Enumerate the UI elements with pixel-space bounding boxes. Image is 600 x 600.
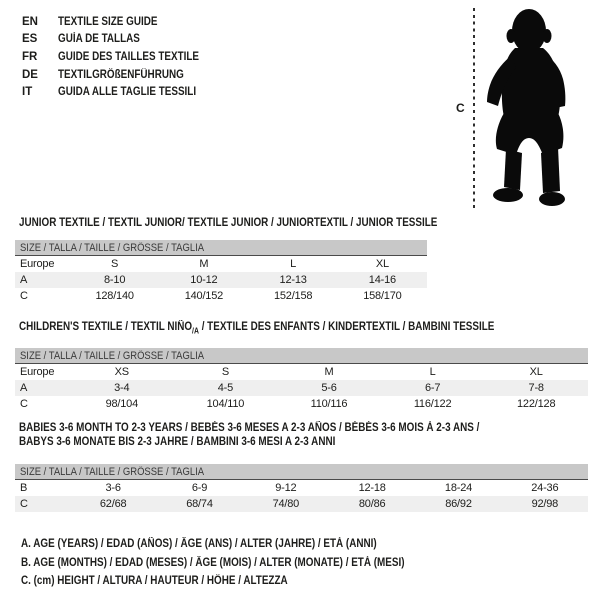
language-title: GUÍA DE TALLAS: [58, 33, 140, 46]
children-title-prefix: CHILDREN'S TEXTILE / TEXTIL NIÑO: [19, 321, 193, 333]
size-header-bar: [15, 348, 588, 364]
legend-line-c: [21, 572, 467, 590]
table-cell: XL: [529, 366, 543, 378]
size-header-label: SIZE / TALLA / TAILLE / GRÖSSE / TAGLIA: [20, 465, 205, 478]
table-cell: 7-8: [528, 382, 544, 394]
size-header-bar: [15, 240, 427, 256]
table-cell: 8-10: [104, 274, 126, 286]
table-cell: 18-24: [444, 482, 473, 494]
legend: [21, 535, 467, 590]
language-code: ES: [22, 33, 38, 46]
babies-title-line1: BABIES 3-6 MONTH TO 2-3 YEARS / BEBÉS 3-6 MESES A 2-3 AÑOS / BÉBÉS 3-6 MOIS À 2-3 ANS /: [19, 422, 480, 434]
language-row: [22, 13, 222, 31]
table-cell: 152/158: [273, 290, 313, 302]
table-cell: 122/128: [517, 398, 556, 410]
babies-table: [15, 464, 588, 512]
language-row: [22, 66, 222, 84]
babies-table-title: [19, 422, 554, 449]
height-dotted-line: [473, 8, 475, 208]
legend-text: C. (cm) HEIGHT / ALTURA / HAUTEUR / HÖHE / ALTEZZA: [21, 574, 288, 587]
language-row: [22, 48, 222, 66]
language-code: FR: [22, 50, 38, 63]
junior-table-title: JUNIOR TEXTILE / TEXTIL JUNIOR/ TEXTILE JUNIOR / JUNIORTEXTIL / JUNIOR TESSILE: [19, 217, 438, 229]
table-cell: M: [199, 258, 209, 270]
table-row: [15, 364, 588, 380]
table-cell: XL: [375, 258, 389, 270]
height-measure-label: C: [456, 101, 465, 115]
row-label: C: [20, 398, 28, 410]
legend-line-b: [21, 553, 467, 571]
table-cell: 5-6: [321, 382, 337, 394]
legend-text: A. AGE (YEARS) / EDAD (AÑOS) / ÂGE (ANS) / ALTER (JAHRE) / ETÀ (ANNI): [21, 538, 377, 551]
table-cell: S: [221, 366, 229, 378]
table-cell: XS: [114, 366, 129, 378]
table-cell: L: [429, 366, 436, 378]
table-cell: 74/80: [272, 498, 300, 510]
row-label: C: [20, 498, 28, 510]
language-title: GUIDE DES TAILLES TEXTILE: [58, 50, 200, 63]
table-row: [15, 480, 588, 496]
table-cell: 3-6: [105, 482, 121, 494]
table-cell: 3-4: [114, 382, 130, 394]
row-label: Europe: [20, 366, 55, 378]
table-cell: 14-16: [368, 274, 396, 286]
language-row: [22, 31, 222, 49]
table-row: [15, 380, 588, 396]
table-cell: 158/170: [363, 290, 402, 302]
language-code: IT: [22, 86, 33, 99]
table-cell: 68/74: [186, 498, 213, 510]
table-row: [15, 256, 427, 272]
language-title: GUIDA ALLE TAGLIE TESSILI: [58, 86, 197, 99]
table-cell: 128/140: [95, 290, 134, 302]
size-header-bar: [15, 464, 588, 480]
children-table: [15, 348, 588, 412]
size-header-label: SIZE / TALLA / TAILLE / GRÖSSE / TAGLIA: [20, 349, 205, 362]
table-cell: 12-18: [358, 482, 386, 494]
table-cell: 62/68: [99, 498, 127, 510]
row-label: Europe: [20, 258, 55, 270]
table-cell: 104/110: [206, 398, 245, 410]
table-cell: L: [290, 258, 297, 270]
table-cell: 110/116: [310, 398, 348, 410]
row-label: A: [20, 274, 28, 286]
table-cell: 86/92: [445, 498, 472, 510]
language-list: [22, 13, 222, 101]
table-cell: 80/86: [358, 498, 386, 510]
table-cell: 4-5: [217, 382, 234, 394]
table-cell: 6-7: [424, 382, 441, 394]
legend-text: B. AGE (MONTHS) / EDAD (MESES) / ÂGE (MOIS) / ALTER (MONATE) / ETÀ (MESI): [21, 556, 405, 569]
language-title: TEXTILE SIZE GUIDE: [58, 15, 158, 28]
language-code: EN: [22, 15, 38, 28]
table-cell: 24-36: [531, 482, 559, 494]
table-cell: 10-12: [190, 274, 218, 286]
table-cell: 9-12: [275, 482, 297, 494]
children-title-suffix: / TEXTILE DES ENFANTS / KINDERTEXTIL / BAMBINI TESSILE: [198, 321, 495, 333]
children-table-title: [19, 321, 494, 338]
table-cell: S: [111, 258, 119, 270]
table-row: [15, 396, 588, 412]
baby-silhouette-icon: [482, 6, 582, 211]
table-cell: 140/152: [184, 290, 224, 302]
table-cell: M: [324, 366, 334, 378]
table-cell: 98/104: [105, 398, 139, 410]
table-row: [15, 496, 588, 512]
table-cell: 92/98: [531, 498, 559, 510]
row-label: C: [20, 290, 28, 302]
junior-table: [15, 240, 427, 304]
table-cell: 6-9: [191, 482, 208, 494]
language-code: DE: [22, 68, 38, 81]
language-title: TEXTILGRÖßENFÜHRUNG: [58, 68, 184, 81]
babies-title-line2: BABYS 3-6 MONATE BIS 2-3 JAHRE / BAMBINI 3-6 MESI A 2-3 ANNI: [19, 435, 336, 448]
row-label: A: [20, 382, 28, 394]
legend-line-a: [21, 535, 467, 553]
row-label: B: [20, 482, 28, 494]
table-row: [15, 288, 427, 304]
size-header-label: SIZE / TALLA / TAILLE / GRÖSSE / TAGLIA: [20, 241, 205, 254]
children-title-subscript: /A: [192, 326, 199, 336]
language-row: [22, 83, 222, 101]
table-cell: 116/122: [413, 398, 452, 410]
table-cell: 12-13: [279, 274, 307, 286]
table-row: [15, 272, 427, 288]
